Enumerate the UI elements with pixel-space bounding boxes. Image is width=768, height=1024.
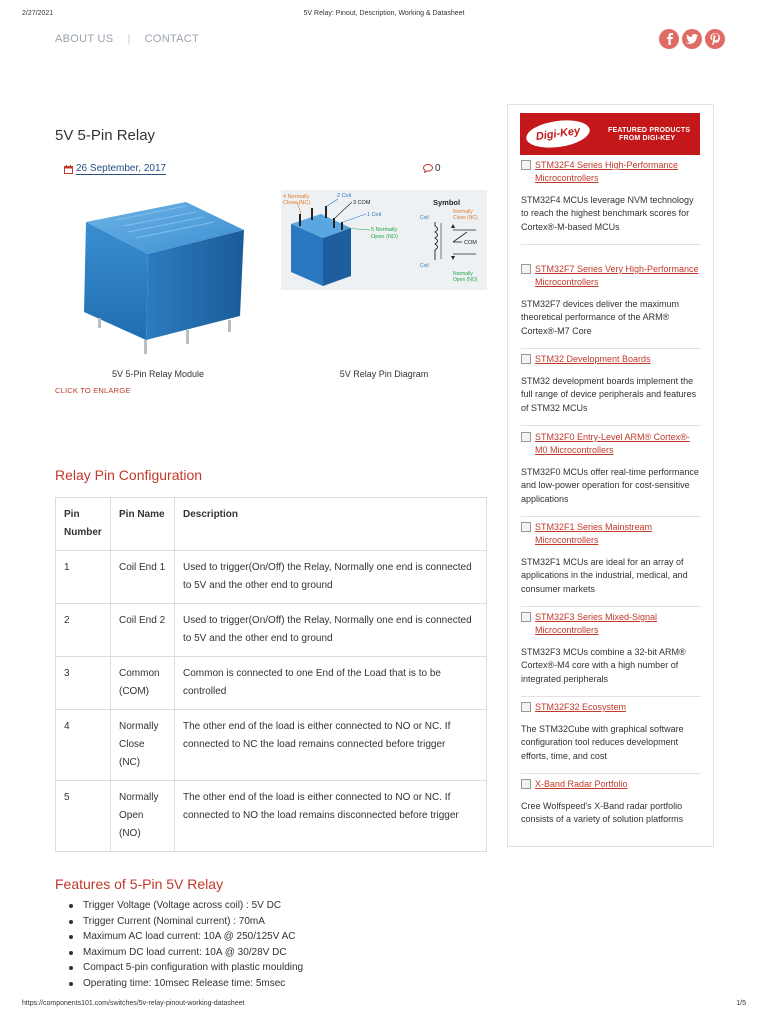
social-links [659,29,725,49]
broken-image-icon [521,612,531,622]
diagram-symbol-nc-2: Close (NC) [453,215,478,221]
broken-image-icon [521,354,531,364]
sidebar-item-stm32f4 [521,159,701,245]
cell-pin-name: Normally Open (NO) [111,781,175,852]
print-header [22,10,746,22]
header-pin-name: Pin Name [111,498,175,551]
list-item: Trigger Voltage (Voltage across coil) : 5V DC [69,898,303,914]
product-description: STM32 development boards implement the full range of device peripherals and features of STM32 MCUs [521,376,697,413]
list-item: Operating time: 10msec Release time: 5msec [69,976,303,992]
table-header-row [56,498,487,551]
cell-pin-number: 1 [56,551,111,604]
diagram-symbol-coil: Coil [420,215,429,221]
diagram-symbol-coil-b: Coil [420,263,429,269]
divider [521,773,701,774]
list-item: Trigger Current (Nominal current) : 70mA [69,914,303,930]
diagram-symbol-no-2: Open (NO) [453,277,478,283]
sidebar-item-stm32f7 [521,263,701,349]
divider [521,425,701,426]
divider [521,606,701,607]
header-pin-number: Pin Number [56,498,111,551]
sidebar-item-stm32f1 [521,521,701,607]
twitter-icon[interactable] [682,29,702,49]
divider [521,244,701,245]
nav-contact[interactable]: CONTACT [144,33,200,45]
diagram-symbol-no: Normally [453,271,473,277]
sidebar-item-x-band-radar [521,778,701,827]
product-description: The STM32Cube with graphical software configuration tool reduces development efforts, time, and cost [521,724,684,761]
diagram-symbol-nc: Normally [453,209,473,215]
divider [521,516,701,517]
product-description: Cree Wolfspeed's X-Band radar portfolio consists of a variety of solution platforms [521,801,684,825]
broken-image-icon [521,522,531,532]
diagram-symbol-com: COM [464,240,477,246]
product-link[interactable]: STM32F3 Series Mixed-Signal Microcontrollers [521,611,701,637]
print-page-title: 5V Relay: Pinout, Description, Working & Datasheet [303,10,465,17]
cell-pin-number: 2 [56,604,111,657]
cell-description: Used to trigger(On/Off) the Relay, Normally one end is connected to 5V and the other end to ground [175,604,487,657]
sidebar-item-stm32f32-ecosystem [521,701,701,774]
sidebar-item-stm32f3 [521,611,701,697]
table-row [56,604,487,657]
relay-module-caption: 5V 5-Pin Relay Module [111,369,205,379]
cell-pin-name: Common (COM) [111,657,175,710]
product-description: STM32F4 MCUs leverage NVM technology to reach the highest benchmark scores for Cortex®-M-based MCUs [521,195,694,232]
sidebar-item-stm32-dev-boards [521,353,701,426]
nav-separator: | [127,33,131,45]
banner-line-1: FEATURED PRODUCTS [608,127,691,134]
list-item: Compact 5-pin configuration with plastic moulding [69,960,303,976]
broken-image-icon [521,264,531,274]
cell-pin-number: 4 [56,710,111,781]
product-link[interactable]: STM32 Development Boards [521,353,701,366]
product-link[interactable]: STM32F1 Series Mainstream Microcontrollers [521,521,701,547]
broken-image-icon [521,432,531,442]
product-description: STM32F1 MCUs are ideal for an array of applications in the industrial, medical, and consumer markets [521,557,688,594]
diagram-label-coil2: 2 Coil [337,193,352,199]
cell-description: The other end of the load is either connected to NO or NC. If connected to NC the load remains connected before trigger [175,710,487,781]
click-to-enlarge-link[interactable]: CLICK TO ENLARGE [55,386,131,395]
cell-description: Common is connected to one End of the Load that is to be controlled [175,657,487,710]
post-comments[interactable] [423,163,441,174]
diagram-label-com: 3 COM [353,200,371,206]
facebook-icon[interactable] [659,29,679,49]
calendar-icon [64,165,73,174]
sidebar-item-stm32f0 [521,431,701,517]
product-description: STM32F0 MCUs offer real-time performance and low-power operation for cost-sensitive applications [521,467,699,504]
diagram-label-no-2: Open (NO) [371,234,398,240]
table-row [56,657,487,710]
table-row [56,781,487,852]
cell-pin-number: 5 [56,781,111,852]
table-row [56,551,487,604]
relay-pin-diagram-image[interactable] [281,190,487,290]
cell-description: The other end of the load is either connected to NO or NC. If connected to NO the load remains disconnected before trigger [175,781,487,852]
broken-image-icon [521,779,531,789]
post-date-text: 26 September, 2017 [76,163,167,174]
product-link[interactable]: STM32F4 Series High-Performance Microcontrollers [521,159,701,185]
list-item: Maximum AC load current: 10A @ 250/125V AC [69,929,303,945]
print-footer [22,1000,746,1012]
comments-count: 0 [435,163,441,174]
post-title: 5V 5-Pin Relay [55,127,156,144]
nav-about-us[interactable]: ABOUT US [55,33,114,45]
diagram-symbol-title: Symbol [433,198,461,207]
print-date: 2/27/2021 [22,10,54,17]
diagram-label-nc: 4 Normally [283,194,310,200]
diagram-label-coil1: 1 Coil [367,212,382,218]
product-link[interactable]: STM32F0 Entry-Level ARM® Cortex®-M0 Microcontrollers [521,431,701,457]
post-date[interactable] [64,163,166,175]
product-link[interactable]: STM32F7 Series Very High-Performance Microcontrollers [521,263,701,289]
cell-description: Used to trigger(On/Off) the Relay, Normally one end is connected to 5V and the other end to ground [175,551,487,604]
top-nav [55,33,199,45]
digikey-banner[interactable] [520,113,700,155]
product-description: STM32F3 MCUs combine a 32-bit ARM® Cortex®-M4 core with a high number of integrated peripherals [521,647,686,684]
print-page-number: 1/5 [736,1000,746,1007]
product-description: STM32F7 devices deliver the maximum theoretical performance of the ARM® Cortex®-M7 Core [521,299,680,336]
pin-diagram-caption: 5V Relay Pin Diagram [339,369,429,379]
features-heading: Features of 5-Pin 5V Relay [55,876,224,892]
digikey-logo: Digi-Key [525,117,592,152]
broken-image-icon [521,702,531,712]
table-row [56,710,487,781]
product-link[interactable]: X-Band Radar Portfolio [521,778,701,791]
relay-module-image[interactable] [68,190,248,360]
broken-image-icon [521,160,531,170]
comment-icon [423,164,433,173]
pin-configuration-table [55,497,487,852]
pin-configuration-heading: Relay Pin Configuration [55,467,203,483]
print-url: https://components101.com/switches/5v-relay-pinout-working-datasheet [22,1000,245,1007]
banner-line-2: FROM DIGI-KEY [619,135,676,142]
diagram-label-no: 5 Normally [371,227,398,233]
header-description: Description [175,498,487,551]
cell-pin-name: Coil End 1 [111,551,175,604]
product-link[interactable]: STM32F32 Ecosystem [521,701,701,714]
features-list [69,898,303,992]
list-item: Maximum DC load current: 10A @ 30/28V DC [69,945,303,961]
cell-pin-name: Normally Close (NC) [111,710,175,781]
featured-products-sidebar [507,104,714,847]
divider [521,348,701,349]
pinterest-icon[interactable] [705,29,725,49]
cell-pin-name: Coil End 2 [111,604,175,657]
cell-pin-number: 3 [56,657,111,710]
divider [521,696,701,697]
diagram-label-nc-2: Close (NC) [283,200,311,206]
